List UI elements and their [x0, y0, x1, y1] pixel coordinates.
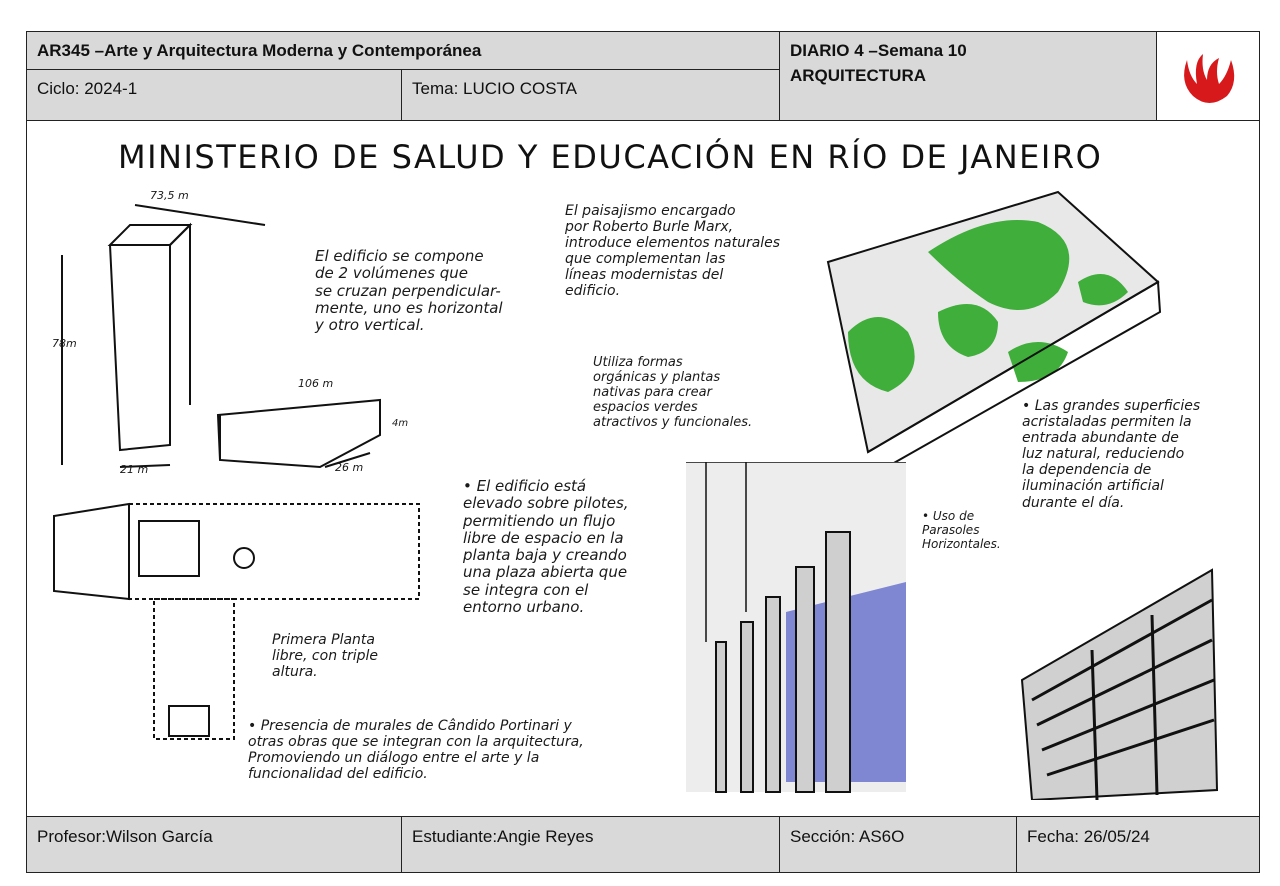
diary-cell: [779, 31, 1157, 121]
student-cell: [401, 816, 780, 873]
note-organic: Utiliza formas orgánicas y plantas nativas para crear espacios verdes atractivos y funcionales.: [593, 355, 753, 430]
topic-label: Tema: LUCIO COSTA: [412, 79, 577, 98]
course-title: AR345 –Arte y Arquitectura Moderna y Contemporánea: [37, 41, 482, 60]
diary-line-2: ARQUITECTURA: [790, 66, 926, 85]
cycle-cell: [26, 69, 402, 121]
topic-cell: [401, 69, 780, 121]
date-cell: [1016, 816, 1260, 873]
note-parasols: • Uso de Parasoles Horizontales.: [922, 509, 1001, 551]
dim-length: 106 m: [298, 377, 334, 390]
section-label: Sección: AS6O: [790, 827, 905, 846]
note-plant: Primera Planta libre, con triple altura.: [272, 632, 379, 681]
upc-logo-icon: [1157, 32, 1261, 122]
course-cell: [26, 31, 780, 70]
note-glass: • Las grandes superficies acristaladas permiten la entrada abundante de luz natural, reduciendo la dependencia de iluminación artificial durante el día.: [1022, 398, 1201, 511]
professor-label: Profesor:Wilson García: [37, 827, 213, 846]
section-cell: [779, 816, 1017, 873]
dim-height: 78m: [52, 337, 77, 350]
floor-plan-sketch: [44, 496, 434, 746]
sheet-title: MINISTERIO DE SALUD Y EDUCACIÓN EN RÍO DE JANEIRO: [118, 138, 1103, 176]
note-pilotis: • El edificio está elevado sobre pilotes, permitiendo un flujo libre de espacio en la planta baja y creando una plaza abierta que se integra con el entorno urbano.: [463, 477, 629, 616]
student-label: Estudiante:Angie Reyes: [412, 827, 594, 846]
note-volumes: El edificio se compone de 2 volúmenes que se cruzan perpendicular- mente, uno es horizontal y otro vertical.: [315, 247, 503, 334]
professor-cell: [26, 816, 402, 873]
note-murals: • Presencia de murales de Cândido Portinari y otras obras que se integran con la arquitectura, Promoviendo un diálogo entre el arte y la funcionalidad del edificio.: [248, 718, 584, 783]
date-label: Fecha: 26/05/24: [1027, 827, 1150, 846]
note-landscape: El paisajismo encargado por Roberto Burle Marx, introduce elementos naturales que complementan las líneas modernistas del edificio.: [565, 203, 781, 300]
diary-line-1: DIARIO 4 –Semana 10: [790, 41, 967, 60]
dim-block-height: 4m: [392, 418, 409, 429]
dim-depth-left: 21 m: [120, 463, 149, 476]
dim-width-top: 73,5 m: [150, 189, 189, 202]
dim-depth-right: 26 m: [335, 461, 364, 474]
parasol-sketch: [1012, 560, 1232, 800]
pilotis-sketch: [686, 462, 926, 802]
cycle-label: Ciclo: 2024-1: [37, 79, 138, 98]
volume-sketch: [40, 185, 420, 485]
logo-cell: [1156, 31, 1260, 121]
